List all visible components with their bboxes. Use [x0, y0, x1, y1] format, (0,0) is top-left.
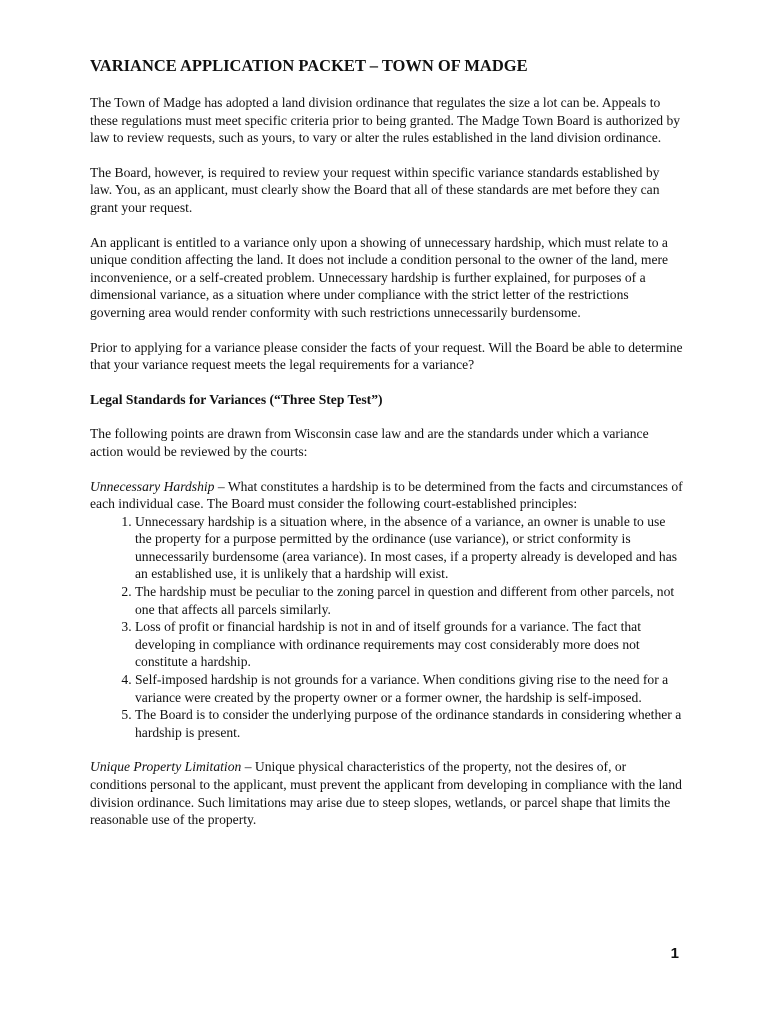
hardship-text: – What constitutes a hardship is to be determined from the facts and circumstances of each individual case. The Board must consider the following court-established principles:: [90, 478, 683, 512]
hardship-term: Unnecessary Hardship: [90, 478, 215, 494]
list-item: 2. The hardship must be peculiar to the zoning parcel in question and different from other parcels, not one that affects all parcels similarly.: [135, 583, 684, 618]
document-page: [90, 56, 684, 846]
list-item: 1. Unnecessary hardship is a situation where, in the absence of a variance, an owner is unable to use the property for a purpose permitted by the ordinance (use variance), or strict conformity is unnecessarily burdensome (area variance). In most cases, if a property already is developed and has an established use, it is unlikely that a hardship will exist.: [135, 513, 684, 583]
paragraph-prior-consideration: Prior to applying for a variance please consider the facts of your request. Will the Board be able to determine that your variance request meets the legal requirements for a variance?: [90, 339, 683, 373]
document-title: VARIANCE APPLICATION PACKET – TOWN OF MADGE: [90, 56, 528, 75]
list-item: 5. The Board is to consider the underlying purpose of the ordinance standards in considering whether a hardship is present.: [135, 706, 684, 741]
page-number: 1: [670, 945, 679, 962]
list-item: 3. Loss of profit or financial hardship is not in and of itself grounds for a variance. The fact that developing in compliance with ordinance requirements may cost considerably more does not constitute a hardship.: [135, 618, 684, 671]
unique-property-section: [90, 758, 684, 828]
legal-standards-intro: The following points are drawn from Wisconsin case law and are the standards under which a variance action would be reviewed by the courts:: [90, 426, 649, 459]
paragraph-intro: The Town of Madge has adopted a land division ordinance that regulates the size a lot can be. Appeals to these regulations must meet specific criteria prior to being granted. The Madge Town Board is authorized by law to review requests, such as yours, to vary or alter the rules established in the land division ordinance.: [90, 95, 681, 146]
list-item: 4. Self-imposed hardship is not grounds for a variance. When conditions giving rise to the need for a variance were created by the property owner or a former owner, the hardship is self-imposed.: [135, 671, 684, 706]
hardship-section: [90, 478, 684, 513]
unique-property-text: – Unique physical characteristics of the property, not the desires of, or conditions personal to the applicant, must prevent the applicant from developing in compliance with the land division ordinance. Such limitations may arise due to steep slopes, wetlands, or parcel shape that limits the reasonable use of the property.: [90, 759, 682, 828]
unique-property-term: Unique Property Limitation: [90, 759, 242, 775]
legal-standards-heading: Legal Standards for Variances (“Three Step Test”): [90, 391, 383, 407]
hardship-principles-list: [90, 513, 684, 742]
paragraph-board-standards: The Board, however, is required to review your request within specific variance standards established by law. You, as an applicant, must clearly show the Board that all of these standards are met before they can grant your request.: [90, 164, 660, 215]
paragraph-entitlement: An applicant is entitled to a variance only upon a showing of unnecessary hardship, which must relate to a unique condition affecting the land. It does not include a condition personal to the owner of the land, mere inconvenience, or a self-created problem. Unnecessary hardship is further explained, for purposes of a dimensional variance, as a situation where under compliance with the strict letter of the restrictions governing area would render conformity with such restrictions unnecessarily burdensome.: [90, 234, 669, 320]
